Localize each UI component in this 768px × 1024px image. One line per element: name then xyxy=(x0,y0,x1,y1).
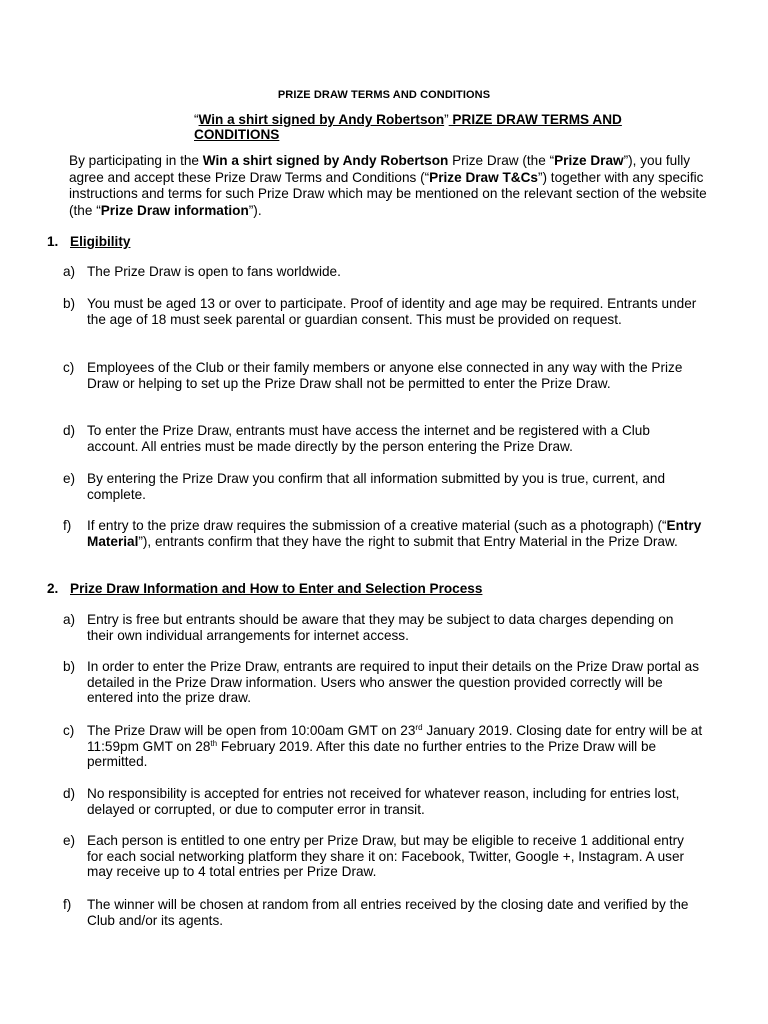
subtitle-rest: PRIZE DRAW TERMS AND CONDITIONS xyxy=(194,112,622,142)
list-item xyxy=(63,786,703,817)
list-item xyxy=(63,518,703,549)
subtitle-open-quote: “ xyxy=(194,112,199,127)
intro-bold-4: Prize Draw information xyxy=(100,202,249,218)
item-label: f) xyxy=(63,518,72,533)
subtitle xyxy=(194,112,674,142)
item-label: d) xyxy=(63,423,76,438)
item-label: a) xyxy=(63,264,76,279)
list-item xyxy=(63,296,703,327)
item-label: e) xyxy=(63,471,76,486)
item-label: d) xyxy=(63,786,76,801)
intro-text-3: ”), you fully agree and accept these Prize Draw Terms and Conditions (“ xyxy=(69,153,691,185)
item-label: c) xyxy=(63,723,75,738)
item-label: c) xyxy=(63,360,75,375)
list-item xyxy=(63,659,703,706)
item-text xyxy=(87,518,703,549)
list-item xyxy=(63,897,703,928)
ordinal-suffix: th xyxy=(210,738,218,748)
item-text: To enter the Prize Draw, entrants must have access the internet and be registered with a Club account. All entries must be made directly by the person entering the Prize Draw. xyxy=(87,423,650,454)
section-heading-how-to-enter xyxy=(47,581,482,596)
section-number: 2. xyxy=(47,581,59,596)
item-text-post: ”), entrants confirm that they have the right to submit that Entry Material in the Prize Draw. xyxy=(138,533,678,549)
list-item xyxy=(63,833,703,880)
item-label: f) xyxy=(63,897,72,912)
item-text-pre: If entry to the prize draw requires the submission of a creative material (such as a photograph) (“ xyxy=(87,518,667,533)
item-text-bold: Entry Material xyxy=(87,518,702,549)
item-text: No responsibility is accepted for entries not received for whatever reason, including for entries lost, delayed or corrupted, or due to computer error in transit. xyxy=(87,786,680,817)
list-item xyxy=(63,723,703,770)
list-item xyxy=(63,264,703,280)
section-title: Prize Draw Information and How to Enter and Selection Process xyxy=(70,581,483,596)
item-text: Each person is entitled to one entry per Prize Draw, but may be eligible to receive 1 additional entry for each social networking platform they share it on: Facebook, Twitter, Google +, Instagram. A user may receive up to 4 total entries per Prize Draw. xyxy=(87,833,685,880)
intro-text-4: ”) together with any specific instructions and terms for such Prize Draw which may be mentioned on the relevant section of the website (the “ xyxy=(69,169,707,218)
item-text-part: The Prize Draw will be open from 10:00am GMT on 23 xyxy=(87,723,416,738)
item-text-part: February 2019. After this date no further entries to the Prize Draw will be permitted. xyxy=(87,738,657,770)
intro-bold-3: Prize Draw T&Cs xyxy=(429,169,538,185)
header-title: PRIZE DRAW TERMS AND CONDITIONS xyxy=(277,89,491,101)
section-title: Eligibility xyxy=(70,234,131,249)
subtitle-close-quote: ” xyxy=(444,112,449,127)
item-label: e) xyxy=(63,833,76,848)
item-text: You must be aged 13 or over to participate. Proof of identity and age may be required. Entrants under the age of 18 must seek parental or guardian consent. This must be provided on request. xyxy=(87,296,697,327)
item-label: b) xyxy=(63,659,76,674)
item-text: The Prize Draw is open to fans worldwide. xyxy=(87,264,341,279)
intro-paragraph xyxy=(69,153,709,219)
list-item xyxy=(63,360,703,391)
item-text: Employees of the Club or their family members or anyone else connected in any way with the Prize Draw or helping to set up the Prize Draw shall not be permitted to enter the Prize Draw. xyxy=(87,360,683,391)
item-text: The winner will be chosen at random from all entries received by the closing date and verified by the Club and/or its agents. xyxy=(87,897,689,928)
intro-bold-2: Prize Draw xyxy=(554,153,624,168)
list-item xyxy=(63,423,703,454)
section-heading-eligibility xyxy=(47,234,130,249)
list-item xyxy=(63,471,703,502)
intro-text-1: By participating in the xyxy=(69,153,203,168)
item-text: Entry is free but entrants should be aware that they may be subject to data charges depending on their own individual arrangements for internet access. xyxy=(87,612,674,643)
intro-bold-1: Win a shirt signed by Andy Robertson xyxy=(202,153,449,168)
subtitle-prize-name: Win a shirt signed by Andy Robertson xyxy=(198,112,445,127)
item-label: a) xyxy=(63,612,76,627)
list-item xyxy=(63,612,703,643)
item-text: By entering the Prize Draw you confirm that all information submitted by you is true, current, and complete. xyxy=(87,471,665,502)
intro-text-5: ”). xyxy=(248,202,262,218)
item-text: In order to enter the Prize Draw, entrants are required to input their details on the Prize Draw portal as detailed in the Prize Draw information. Users who answer the question provided correctly will be entered into the prize draw. xyxy=(87,659,700,706)
section-number: 1. xyxy=(47,234,59,249)
item-text xyxy=(87,723,703,770)
intro-text-2: Prize Draw (the “ xyxy=(448,153,555,168)
item-text-part: January 2019. Closing date for entry will be at 11:59pm GMT on 28 xyxy=(87,723,703,754)
ordinal-suffix: rd xyxy=(415,723,423,732)
item-label: b) xyxy=(63,296,76,311)
